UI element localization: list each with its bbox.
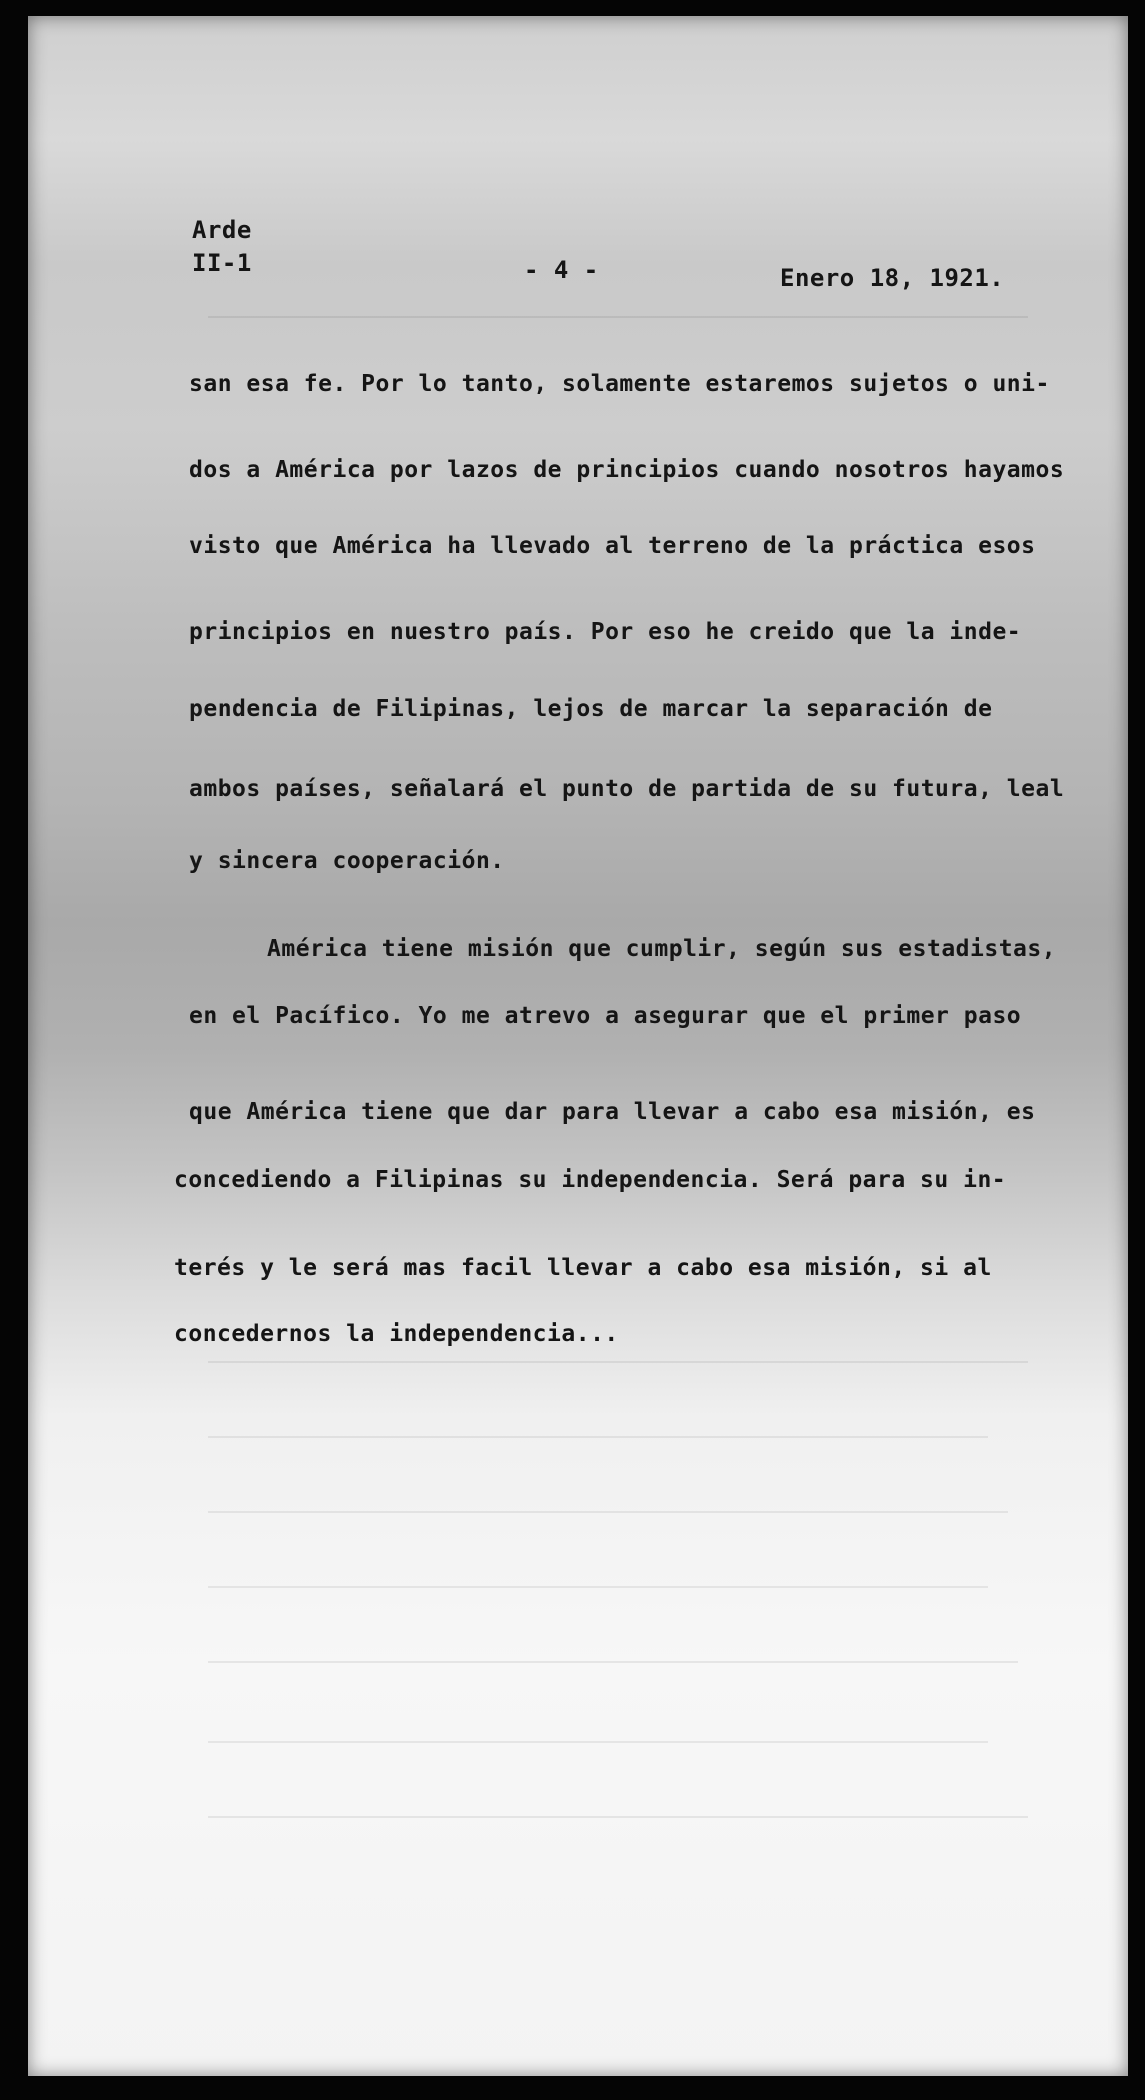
document-page <box>28 16 1128 2076</box>
body-line-1: san esa fe. Por lo tanto, solamente estaremos sujetos o uni- <box>189 371 1050 397</box>
body-line-13: concedernos la independencia... <box>174 1321 619 1347</box>
body-line-2: dos a América por lazos de principios cuando nosotros hayamos <box>189 457 1065 483</box>
body-line-3: visto que América ha llevado al terreno de la práctica esos <box>189 533 1036 559</box>
body-line-12: terés y le será mas facil llevar a cabo esa misión, si al <box>174 1255 992 1281</box>
body-line-7: y sincera cooperación. <box>189 848 505 874</box>
page-number: - 4 - <box>524 256 599 284</box>
reference-code-line-1: Arde <box>192 216 252 244</box>
body-line-9: en el Pacífico. Yo me atrevo a asegurar que el primer paso <box>189 1003 1022 1029</box>
body-line-10: que América tiene que dar para llevar a cabo esa misión, es <box>189 1099 1036 1125</box>
document-date: Enero 18, 1921. <box>780 264 1005 292</box>
body-line-8: América tiene misión que cumplir, según sus estadistas, <box>267 936 1057 962</box>
body-line-6: ambos países, señalará el punto de partida de su futura, leal <box>189 776 1065 802</box>
body-line-4: principios en nuestro país. Por eso he creido que la inde- <box>189 619 1022 645</box>
reference-code-line-2: II-1 <box>192 249 252 277</box>
body-line-11: concediendo a Filipinas su independencia. Será para su in- <box>174 1167 1007 1193</box>
body-line-5: pendencia de Filipinas, lejos de marcar la separación de <box>189 696 993 722</box>
